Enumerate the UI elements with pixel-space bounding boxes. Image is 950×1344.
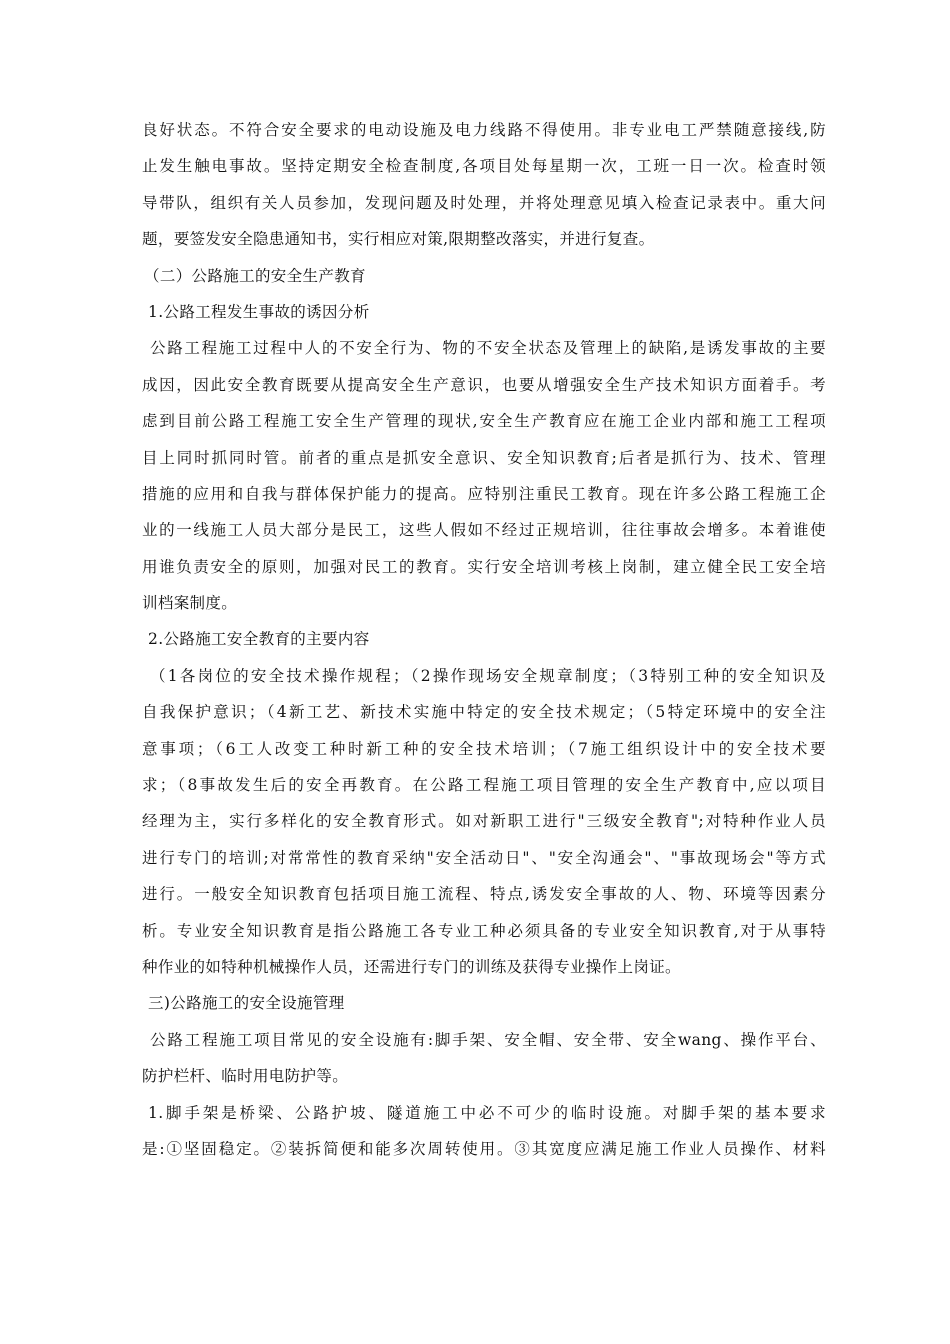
section-heading-3 [142,985,826,1021]
text-line: 是:①坚固稳定。②装拆简便和能多次周转使用。③其宽度应满足施工作业人员操作、材料 [142,1139,826,1158]
text-line: 1.脚手架是桥梁、公路护坡、隧道施工中必不可少的临时设施。对脚手架的基本要求 [148,1103,826,1122]
text-line: 自我保护意识；（4新工艺、新技术实施中特定的安全技术规定；（5特定环境中的安全注 [142,703,826,722]
text-line: 成因，因此安全教育既要从提高安全生产意识，也要从增强安全生产技术知识方面着手。考 [142,375,826,394]
paragraph-accident-analysis [142,330,826,621]
text-line: （1各岗位的安全技术操作规程；（2操作现场安全规章制度；（3特别工种的安全知识及 [150,666,826,685]
heading-text: 1.公路工程发生事故的诱因分析 [148,302,370,321]
text-line: 求；（8事故发生后的安全再教育。在公路工程施工项目管理的安全生产教育中,应以项目 [142,776,826,795]
text-line: 导带队，组织有关人员参加，发现问题及时处理，并将处理意见填入检查记录表中。重大问 [142,193,826,212]
text-line: 业的一线施工人员大部分是民工，这些人假如不经过正规培训，往往事故会增多。本着谁使 [142,521,826,540]
text-line: 措施的应用和自我与群体保护能力的提高。应特别注重民工教育。现在许多公路工程施工企 [142,484,826,503]
text-line: 止发生触电事故。坚持定期安全检查制度,各项目处每星期一次，工班一日一次。检查时领 [142,157,826,176]
text-line: 进行专门的培训;对常常性的教育采纳"安全活动日"、"安全沟通会"、"事故现场会"等方式 [142,848,826,867]
subheading-education-content [142,621,826,657]
text-line: 进行。一般安全知识教育包括项目施工流程、特点,诱发安全事故的人、物、环境等因素分 [142,885,826,904]
text-line: 良好状态。不符合安全要求的电动设施及电力线路不得使用。非专业电工严禁随意接线,防 [142,121,826,139]
text-line: 目上同时抓同时管。前者的重点是抓安全意识、安全知识教育;后者是抓行为、技术、管理 [142,448,826,467]
text-line: 防护栏杆、临时用电防护等。 [142,1067,349,1086]
text-line: 析。专业安全知识教育是指公路施工各专业工种必须具备的专业安全知识教育,对于从事特 [142,921,826,940]
paragraph-education-items [142,658,826,986]
text-line: 公路工程施工过程中人的不安全行为、物的不安全状态及管理上的缺陷,是诱发事故的主要 [150,339,826,358]
heading-text: （二）公路施工的安全生产教育 [144,266,366,285]
text-line: 虑到目前公路工程施工安全生产管理的现状,安全生产教育应在施工企业内部和施工工程项 [142,412,826,431]
section-heading-2 [142,258,826,294]
text-line: 经理为主，实行多样化的安全教育形式。如对新职工进行"三级安全教育";对特种作业人员 [142,812,826,831]
paragraph-power-safety [142,112,826,258]
paragraph-safety-facilities [142,1022,826,1095]
heading-text: 2.公路施工安全教育的主要内容 [148,630,370,649]
text-line: 用谁负责安全的原则，加强对民工的教育。实行安全培训考核上岗制，建立健全民工安全培 [142,557,826,576]
text-line: 题，要签发安全隐患通知书，实行相应对策,限期整改落实，并进行复查。 [142,230,655,249]
text-line: 意事项；（6工人改变工种时新工种的安全技术培训；（7施工组织设计中的安全技术要 [142,739,826,758]
heading-text: 三)公路施工的安全设施管理 [148,994,345,1013]
text-line: 种作业的如特种机械操作人员，还需进行专门的训练及获得专业操作上岗证。 [142,957,681,976]
paragraph-scaffolding [142,1095,826,1168]
subheading-accident-causes [142,294,826,330]
text-line: 公路工程施工项目常见的安全设施有:脚手架、安全帽、安全带、安全wang、操作平台、 [150,1030,826,1049]
text-line: 训档案制度。 [142,594,238,613]
